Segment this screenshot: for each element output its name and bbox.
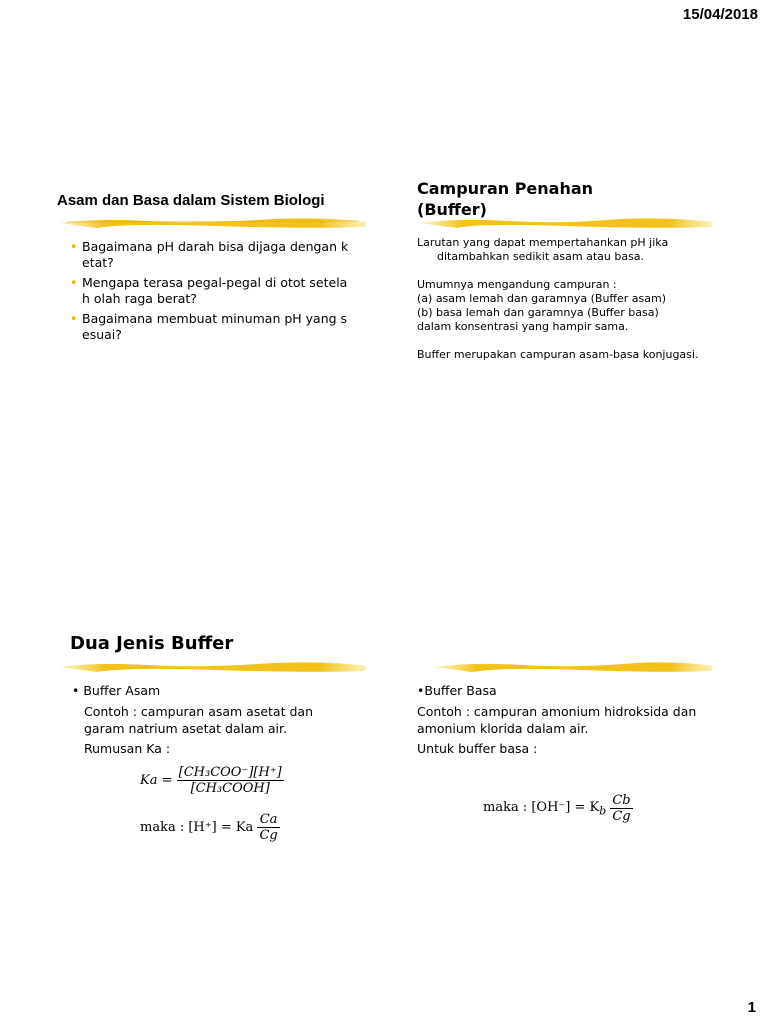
slide3-equation-ka: Ka = $\frac{\text{[CH₃COO⁻][H⁺]}}{\text{[CH₃COOH]}}$: [140, 765, 282, 796]
slide3-body: [72, 682, 362, 757]
slide3-bullet: • Buffer Asam: [72, 683, 161, 698]
slide4-brush-underline: [432, 660, 715, 674]
slide4-body: [417, 682, 717, 757]
slide1-bullet-2: • Mengapa terasa pegal-pegal di otot setela h olah raga berat?: [70, 275, 348, 306]
slide3-brush-underline: [57, 660, 369, 674]
slide4-bullet: •Buffer Basa: [417, 683, 497, 698]
slide2-brush-underline: [417, 216, 715, 230]
page-number: 1: [747, 999, 756, 1016]
slide3-title: Dua Jenis Buffer: [70, 633, 234, 654]
slide4-example: Contoh : campuran amonium hidroksida dan amonium klorida dalam air.: [417, 704, 697, 736]
slide1-bullet-3: • Bagaimana membuat minuman pH yang s esuai?: [70, 311, 348, 342]
slide1-bullet-list: [70, 239, 360, 347]
slide1-bullet-1: • Bagaimana pH darah bisa dijaga dengan k etat?: [70, 239, 349, 270]
slide1-brush-underline: [57, 216, 369, 230]
document-date: 15/04/2018: [682, 6, 758, 23]
slide2-body: Larutan yang dapat mempertahankan pH jika ditambahkan sedikit asam atau basa. Umumnya mengandung campuran : (a) asam lemah dan garamnya (Buffer asam) (b) basa lemah dan garamnya (Buffer basa) dalam konsentrasi yang hampir sama. Buffer merupakan campuran asam-basa konjugasi.: [417, 236, 699, 361]
slide3-formula-label: Rumusan Ka :: [84, 741, 171, 756]
slide4-formula-label: Untuk buffer basa :: [417, 741, 538, 756]
slide1-title: Asam dan Basa dalam Sistem Biologi: [57, 192, 325, 209]
slide3-equation-h: maka : [H⁺] = Ka $\frac{Ca}{Cg}$: [140, 812, 278, 843]
slide4-equation-oh: maka : $[OH^-] = K_b$ $\frac{Cb}{Cg}$: [483, 793, 631, 824]
slide3-example: Contoh : campuran asam asetat dan garam natrium asetat dalam air.: [84, 704, 313, 736]
slide2-title: Campuran Penahan (Buffer): [417, 179, 594, 219]
